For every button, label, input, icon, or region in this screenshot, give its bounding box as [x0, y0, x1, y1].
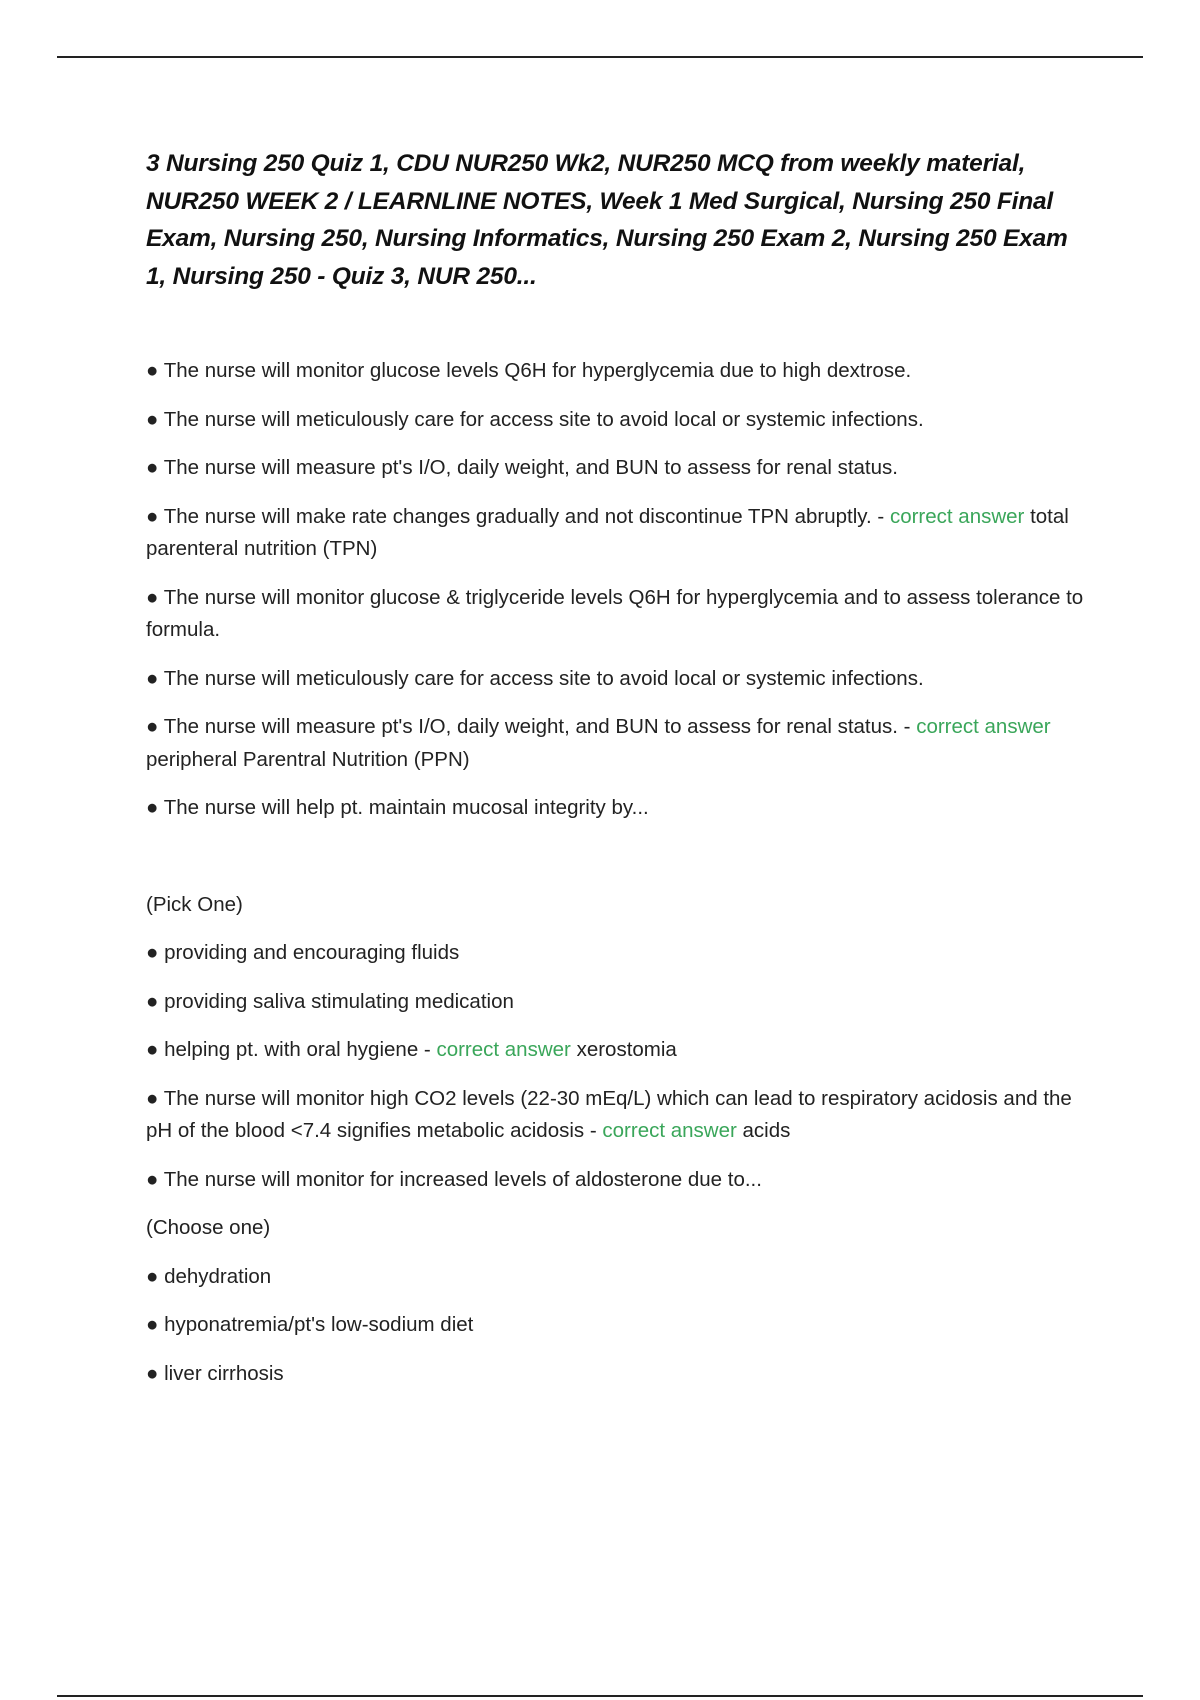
note-paragraph: ● The nurse will help pt. maintain mucosal integrity by... [146, 796, 649, 819]
note-paragraph: ● The nurse will meticulously care for access site to avoid local or systemic infections. [146, 666, 924, 690]
note-paragraph: ● providing and encouraging fluids [146, 941, 460, 964]
correct-answer-marker: correct answer [916, 715, 1051, 738]
note-paragraph: ● The nurse will measure pt's I/O, daily weight, and BUN to assess for renal status. - correct answer peripheral Parentral Nutrition (PPN) [146, 715, 1051, 771]
correct-answer-marker: correct answer [436, 1038, 571, 1061]
note-paragraph: ● The nurse will measure pt's I/O, daily weight, and BUN to assess for renal status. [146, 456, 898, 479]
note-paragraph: ● providing saliva stimulating medication [146, 989, 514, 1013]
note-paragraph: (Pick One) [146, 892, 243, 916]
note-paragraph: (Choose one) [146, 1216, 271, 1239]
note-paragraph: ● liver cirrhosis [146, 1361, 284, 1385]
document-title: 3 Nursing 250 Quiz 1, CDU NUR250 Wk2, NUR250 MCQ from weekly material, NUR250 WEEK 2 / LEARNLINE NOTES, Week 1 Med Surgical, Nursing 250 Final Exam, Nursing 250, Nursing Informatics, Nursing 250 Exam 2, Nursing 250 Exam 1, Nursing 250 - Quiz 3, NUR 250... [146, 150, 1068, 290]
note-paragraph: ● The nurse will monitor high CO2 levels (22-30 mEq/L) which can lead to respiratory acidosis and the pH of the blood <7.4 signifies metabolic acidosis - correct answer acids [146, 1086, 1072, 1142]
note-paragraph: ● The nurse will monitor for increased levels of aldosterone due to... [146, 1167, 762, 1191]
note-paragraph: ● The nurse will meticulously care for access site to avoid local or systemic infections. [146, 407, 924, 431]
correct-answer-marker: correct answer [889, 504, 1025, 528]
document-body [146, 145, 1086, 1406]
note-paragraph: ● dehydration [146, 1264, 272, 1288]
note-paragraph: ● hyponatremia/pt's low-sodium diet [146, 1313, 474, 1336]
page-bottom-rule [57, 1695, 1143, 1697]
page-top-rule [57, 56, 1143, 58]
note-paragraph: ● The nurse will monitor glucose levels Q6H for hyperglycemia due to high dextrose. [146, 359, 912, 382]
note-paragraph: ● The nurse will monitor glucose & triglyceride levels Q6H for hyperglycemia and to assess tolerance to formula. [146, 585, 1084, 641]
note-paragraph: ● The nurse will make rate changes gradually and not discontinue TPN abruptly. - correct answer total parenteral nutrition (TPN) [146, 504, 1069, 560]
note-paragraph: ● helping pt. with oral hygiene - correct answer xerostomia [146, 1038, 677, 1061]
correct-answer-marker: correct answer [602, 1119, 737, 1142]
